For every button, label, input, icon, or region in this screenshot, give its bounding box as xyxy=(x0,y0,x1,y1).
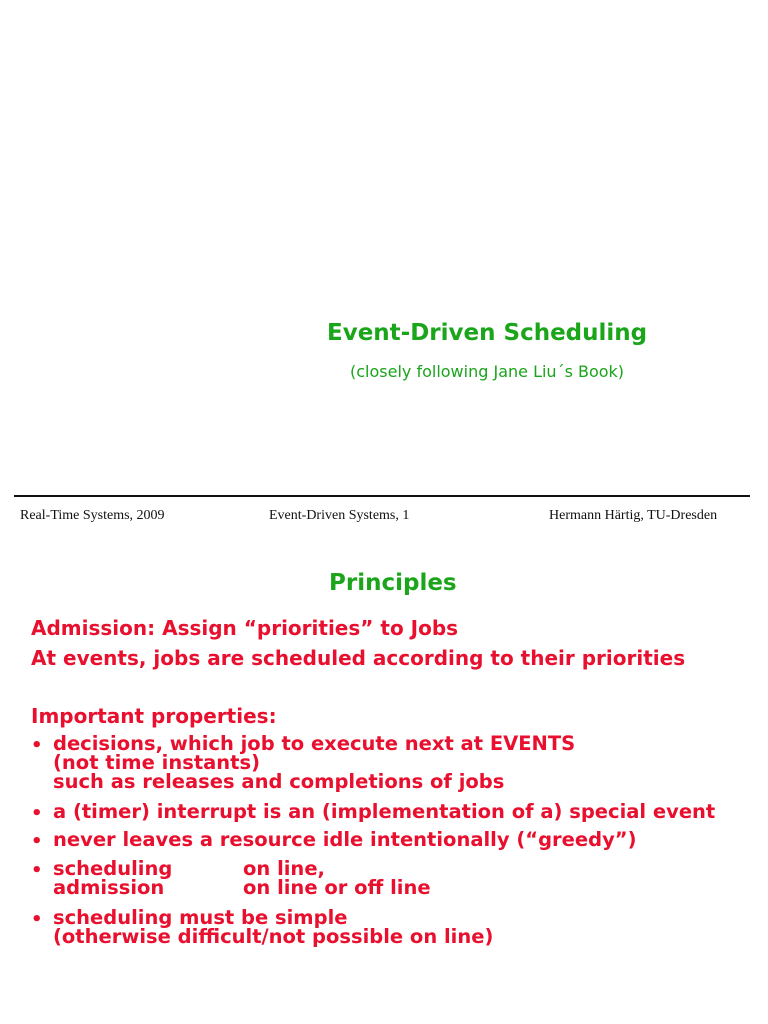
bullet-1-line-1: decisions, which job to execute next at EVENTS xyxy=(53,732,576,755)
bullet-2-line-1: a (timer) interrupt is an (implementation of a) special event xyxy=(53,800,716,823)
properties-heading: Important properties: xyxy=(31,704,277,728)
bullet-1-line-3: such as releases and completions of jobs xyxy=(53,770,505,793)
bullet-icon: • xyxy=(31,909,43,930)
bullet-icon: • xyxy=(31,860,43,881)
slide1-title: Event-Driven Scheduling xyxy=(327,320,648,346)
bullet-4-row-1-value: on line, xyxy=(243,857,325,880)
slide2-title: Principles xyxy=(329,570,457,596)
bullet-4-row-1-label: scheduling xyxy=(53,857,173,880)
bullet-icon: • xyxy=(31,831,43,852)
events-line: At events, jobs are scheduled according to their priorities xyxy=(31,646,686,670)
bullet-3-line-1: never leaves a resource idle intentionally (“greedy”) xyxy=(53,828,637,851)
footer-divider xyxy=(14,495,750,497)
slide1-subtitle: (closely following Jane Liu´s Book) xyxy=(350,362,625,381)
footer-author: Hermann Härtig, TU-Dresden xyxy=(549,508,718,523)
footer-course: Real-Time Systems, 2009 xyxy=(20,508,165,523)
admission-line: Admission: Assign “priorities” to Jobs xyxy=(31,616,459,640)
bullet-4-row-2-value: on line or off line xyxy=(243,876,431,899)
bullet-5-line-2: (otherwise difficult/not possible on line) xyxy=(53,925,494,948)
bullet-4-row-2-label: admission xyxy=(53,876,165,899)
footer-slide-label: Event-Driven Systems, 1 xyxy=(269,508,410,523)
bullet-5-line-1: scheduling must be simple xyxy=(53,906,348,929)
bullet-1-line-2: (not time instants) xyxy=(53,751,261,774)
bullet-icon: • xyxy=(31,735,43,756)
bullet-icon: • xyxy=(31,803,43,824)
